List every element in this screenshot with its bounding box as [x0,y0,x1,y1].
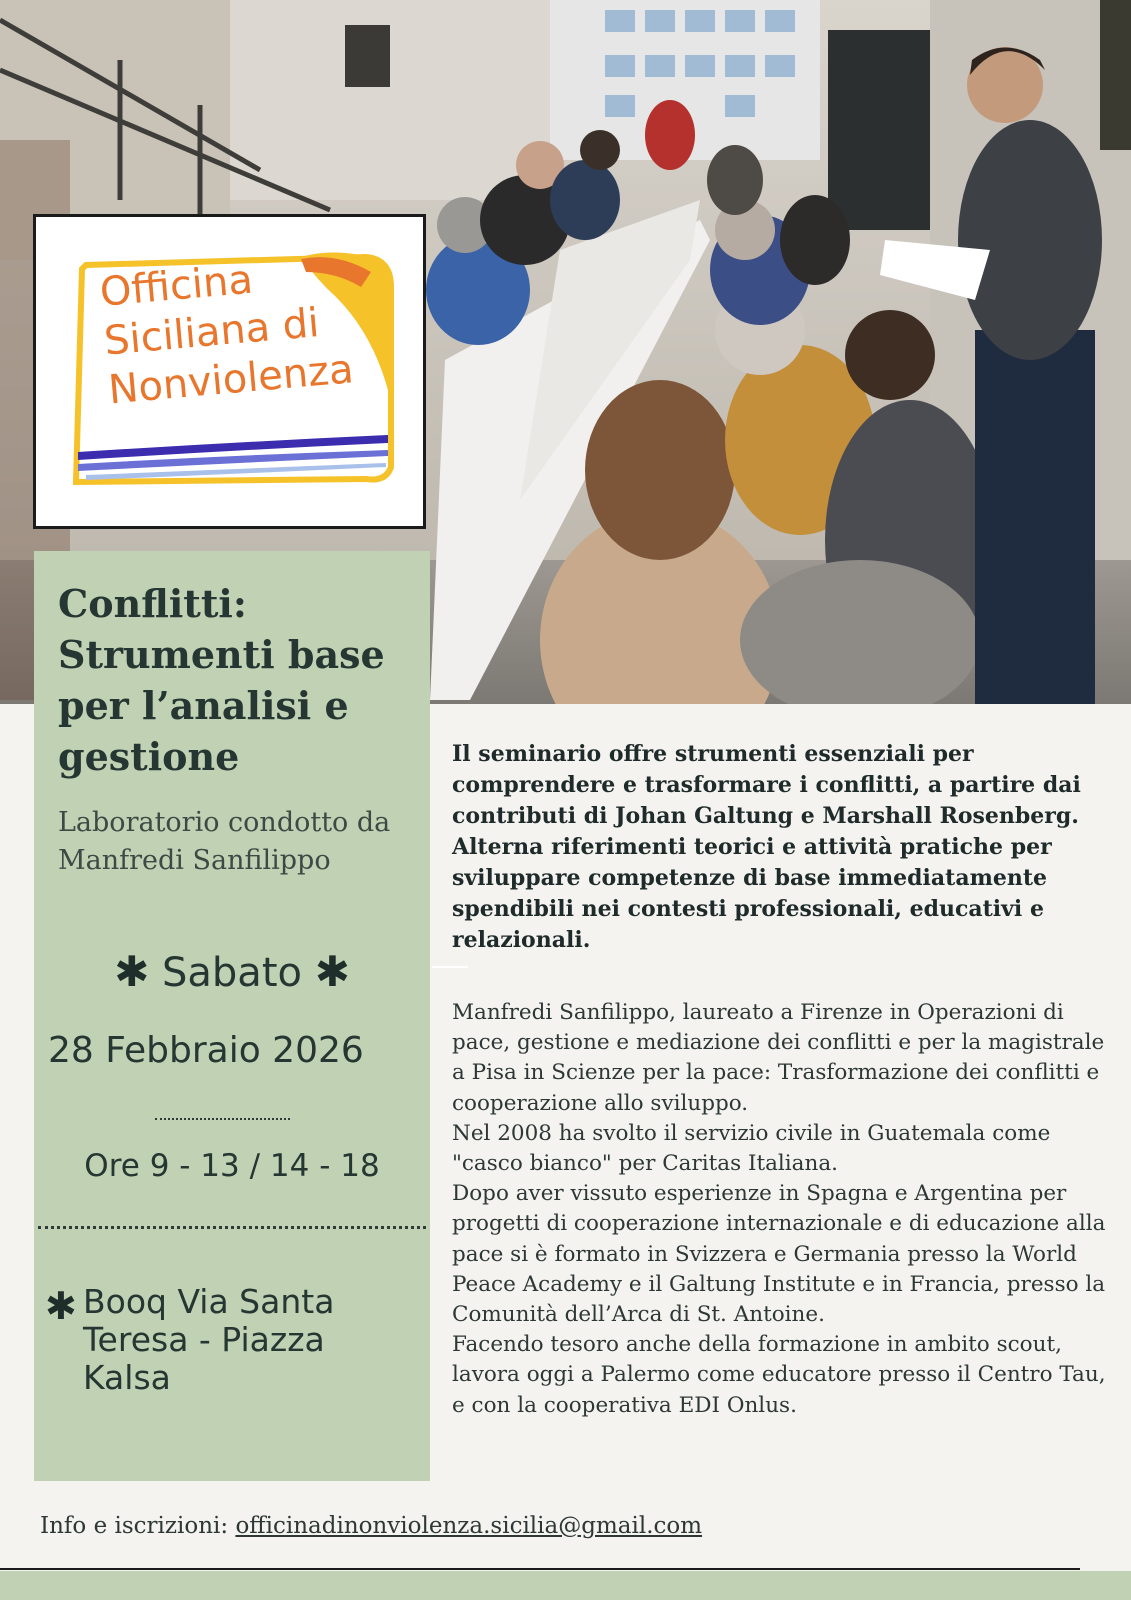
bio-paragraph: Facendo tesoro anche della formazione in ambito scout, lavora oggi a Palermo come educatore presso il Centro Tau, e con la cooperativa EDI Onlus. [452,1332,1106,1418]
logo-line-3: Nonviolenza [106,346,356,414]
logo-line-2: Siciliana di [102,300,321,365]
footer-band [0,1571,1131,1600]
day-label: Sabato [162,950,302,996]
info-label: Info e iscrizioni: [40,1513,236,1539]
event-title: Conflitti: Strumenti base per l’analisi e gestione [58,581,385,779]
logo-line-1: Officina [98,256,255,316]
window [345,25,390,87]
asterisk-icon: ✱ [314,947,350,996]
logo-box [33,214,426,529]
logo-text [98,243,410,416]
event-subtitle: Laboratorio condotto da Manfredi Sanfilippo [58,807,391,876]
speaker-bio [452,998,1117,1421]
email-link[interactable]: officinadinonviolenza.sicilia@gmail.com [235,1513,703,1539]
seminar-description: Il seminario offre strumenti essenziali per comprendere e trasformare i conflitti, a partire dai contributi di Johan Galtung e Marshall Rosenberg. Alterna riferimenti teorici e attività pratiche per sviluppare competenze di base immediatamente spendibili nei contesti professionali, educativi e relazionali. [452,741,1081,953]
event-date: 28 Febbraio 2026 [48,1030,364,1071]
event-place: Booq Via Santa Teresa - Piazza Kalsa [83,1282,335,1397]
asterisk-icon: ✱ [114,947,150,996]
bio-paragraph: Nel 2008 ha svolto il servizio civile in Guatemala come "casco bianco" per Caritas Italiana. [452,1120,1051,1177]
dotted-divider [38,1226,426,1229]
bio-paragraph: Manfredi Sanfilippo, laureato a Firenze in Operazioni di pace, gestione e mediazione dei conflitti e per la magistrale a Pisa in Scienze per la pace: Trasformazione dei conflitti e cooperazione allo sviluppo. [452,1000,1105,1116]
dotted-divider [155,1118,290,1120]
event-day [34,945,430,1000]
door [828,30,933,230]
event-hours: Ore 9 - 13 / 14 - 18 [84,1148,380,1184]
divider [432,966,468,968]
asterisk-icon: ✱ [45,1284,77,1328]
info-line [40,1510,1040,1542]
bio-paragraph: Dopo aver vissuto esperienze in Spagna e Argentina per progetti di cooperazione internazionale e di educazione alla pace si è formato in Svizzera e Germania presso la World Peace Academy e il Galtung Institute e in Francia, presso la Comunità dell’Arca di St. Antoine. [452,1181,1106,1328]
footer-rule [0,1568,1080,1570]
